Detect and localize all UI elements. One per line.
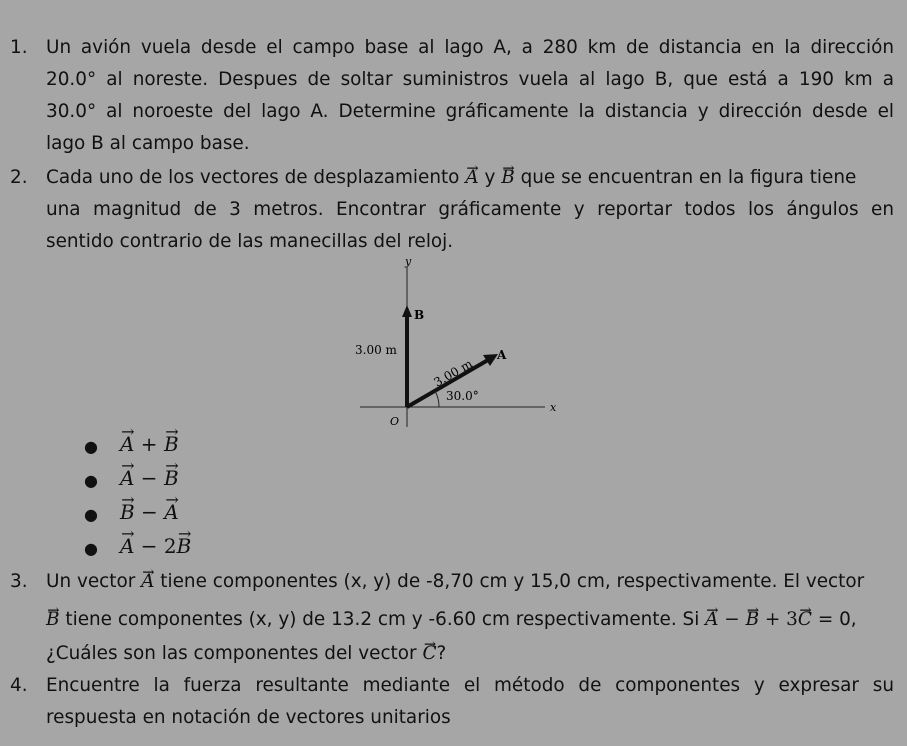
- problem-3-vec-c: → C: [422, 638, 436, 670]
- problem-3-equation: → A − → B + 3→ C: [705, 609, 812, 630]
- bullet-dot-2: ●: [84, 471, 98, 490]
- problem-2-line-1-y: y: [484, 167, 496, 188]
- item-4-vec-b: → B: [177, 534, 192, 558]
- vector-figure: [350, 255, 570, 435]
- problem-3-line-2-text: tiene componentes (x, y) de 13.2 cm y -6.60 cm respectivamente. Si: [65, 609, 700, 630]
- problem-4-line-1: Encuentre la fuerza resultante mediante el método de componentes y expresar su: [46, 675, 894, 696]
- origin-label: O: [390, 415, 400, 428]
- y-axis-label: y: [405, 255, 412, 268]
- vector-a-symbol: → A: [465, 162, 478, 194]
- problem-3-line-1-text-b: tiene componentes (x, y) de -8,70 cm y 15,0 cm, respectivamente. El vector: [160, 571, 865, 592]
- problem-3-vec-a: → A: [141, 566, 154, 598]
- problem-3-number: 3.: [10, 571, 28, 592]
- angle-label: 30.0°: [446, 389, 479, 403]
- bullet-dot-1: ●: [84, 437, 98, 456]
- vector-b-symbol: → B: [501, 162, 515, 194]
- problem-3-line-2: [46, 604, 857, 636]
- problem-4-number: 4.: [10, 675, 28, 696]
- problem-3-line-1: [46, 566, 864, 598]
- problem-2-line-1: [46, 162, 856, 194]
- problem-2-line-3: sentido contrario de las manecillas del reloj.: [46, 231, 454, 252]
- problem-2-line-1-text-b: que se encuentran en la figura tiene: [520, 167, 857, 188]
- item-2-vec-b: → B: [164, 466, 179, 490]
- problem-1-line-3: 30.0° al noroeste del lago A. Determine gráficamente la distancia y dirección desde el: [46, 101, 894, 122]
- vector-b-figure-label: B: [414, 308, 425, 322]
- problem-3-line-3-text: ¿Cuáles son las componentes del vector: [46, 643, 417, 664]
- item-4-vec-a: → A: [120, 534, 134, 558]
- x-axis-label: x: [550, 401, 557, 414]
- problem-3-equation-end: = 0,: [817, 609, 857, 630]
- item-a-minus-2b: → A − 2→ B: [120, 534, 191, 558]
- problem-2-line-2: una magnitud de 3 metros. Encontrar gráficamente y reportar todos los ángulos en: [46, 199, 894, 220]
- problem-2-line-1-text-a: Cada uno de los vectores de desplazamiento: [46, 167, 460, 188]
- item-1-vec-b: → B: [164, 432, 179, 456]
- problem-3-line-1-text-a: Un vector: [46, 571, 136, 592]
- item-2-vec-a: → A: [120, 466, 134, 490]
- problem-4-line-2: respuesta en notación de vectores unitarios: [46, 707, 451, 728]
- item-1-vec-a: → A: [120, 432, 134, 456]
- item-3-vec-a: → A: [164, 500, 178, 524]
- problem-3-line-2-vec-b: → B: [46, 604, 60, 636]
- vector-a-figure-label: A: [497, 348, 507, 362]
- item-b-minus-a: → B − → A: [120, 500, 179, 524]
- bullet-dot-3: ●: [84, 505, 98, 524]
- vector-b-arrowhead: [402, 305, 412, 317]
- problem-1-line-1: Un avión vuela desde el campo base al lago A, a 280 km de distancia en la dirección: [46, 37, 894, 58]
- problem-1-line-4: lago B al campo base.: [46, 133, 250, 154]
- angle-arc: [435, 391, 439, 407]
- problem-1-line-2: 20.0° al noreste. Despues de soltar suministros vuela al lago B, que está a 190 km a: [46, 69, 894, 90]
- item-3-vec-b: → B: [120, 500, 135, 524]
- vector-a-magnitude: 3.00 m: [431, 356, 475, 390]
- vector-b-magnitude: 3.00 m: [355, 343, 397, 357]
- problem-3-line-3: [46, 638, 446, 670]
- problem-1-number: 1.: [10, 37, 28, 58]
- problem-3-line-3-end: ?: [436, 643, 447, 664]
- bullet-dot-4: ●: [84, 539, 98, 558]
- item-a-minus-b: → A − → B: [120, 466, 179, 490]
- problem-2-number: 2.: [10, 167, 28, 188]
- item-a-plus-b: → A + → B: [120, 432, 179, 456]
